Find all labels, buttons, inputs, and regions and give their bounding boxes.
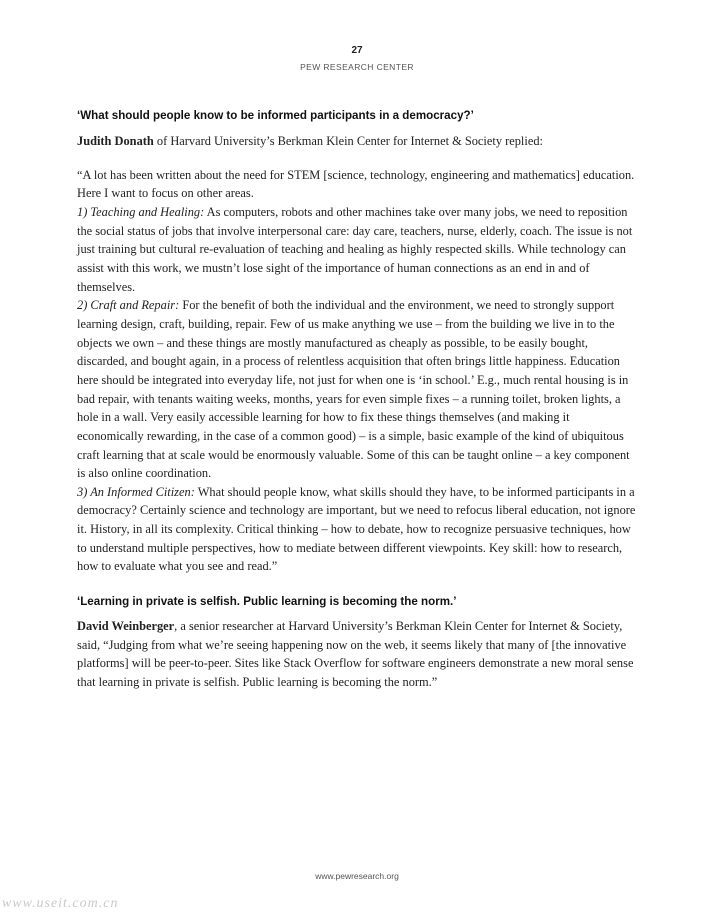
item-label-teaching-healing: 1) Teaching and Healing:	[77, 204, 205, 219]
section-heading-public-learning: ‘Learning in private is selfish. Public learning is becoming the norm.’	[77, 595, 457, 609]
item-text-teaching-healing: As computers, robots and other machines take over many jobs, we need to reposition the social status of jobs that involve interpersonal care: day care, teachers, nurse, elderly, coach. The issue is not just training but cultural re-evaluation of teaching and healing as highly respected skills. While technology can assist with this work, we mustn’t lose sight of the importance of human connections as an end in and of themselves.	[77, 204, 633, 294]
item-label-craft-repair: 2) Craft and Repair:	[77, 298, 180, 313]
page-number: 27	[351, 45, 363, 56]
main-content	[77, 108, 639, 692]
quote-weinberger-text: , a senior researcher at Harvard University’s Berkman Klein Center for Internet & Society, said, “Judging from what we’re seeing happening now on the web, it seems likely that many of [the innovative platforms] will be peer-to-peer. Sites like Stack Overflow for software engineers demonstrate a new moral sense that learning in private is selfish. Public learning is becoming the norm.”	[77, 619, 634, 690]
org-header: PEW RESEARCH CENTER	[300, 62, 414, 72]
section-heading-democracy: ‘What should people know to be informed participants in a democracy?’	[77, 109, 474, 122]
item-label-informed-citizen: 3) An Informed Citizen:	[77, 484, 195, 499]
watermark: www.useit.com.cn	[2, 896, 119, 911]
intro-donath	[77, 132, 639, 151]
quote-item-craft-repair	[77, 296, 639, 483]
footer-url: www.pewresearch.org	[315, 871, 399, 881]
quote-opening: “A lot has been written about the need for STEM [science, technology, engineering and mathematics] education. Here I want to focus on other areas.	[77, 167, 635, 201]
quote-item-informed-citizen	[77, 483, 639, 576]
intro-donath-text: of Harvard University’s Berkman Klein Center for Internet & Society replied:	[153, 134, 543, 148]
quote-weinberger	[77, 617, 639, 692]
quote-donath	[77, 166, 639, 576]
item-text-informed-citizen: What should people know, what skills should they have, to be informed participants in a democracy? Certainly science and technology are important, but we need to refocus liberal education, not ignore it. History, in all its complexity. Critical thinking – how to debate, how to recognize persuasive techniques, how to understand multiple perspectives, how to mediate between different viewpoints. Key skill: how to research, how to evaluate what you see and read.”	[77, 484, 636, 574]
quote-item-teaching-healing	[77, 203, 639, 296]
respondent-name-weinberger: David Weinberger	[77, 619, 175, 634]
item-text-craft-repair: For the benefit of both the individual and the environment, we need to strongly support learning design, craft, building, repair. Few of us make anything we use – from the building we live in to the objects we own – and these things are mostly manufactured as cheaply as possible, to be easily bought, discarded, and bought again, in a process of relentless acquisition that often brings little happiness. Education here should be integrated into everyday life, not just for when one is ‘in school.’ E.g., much rental housing is in bad repair, with tenants waiting weeks, months, years for even simple fixes – a running toilet, broken lights, a hole in a wall. Very easily accessible learning for how to fix these things themselves (and making it economically rewarding, in the case of a common good) – is a simple, basic example of the kind of ubiquitous craft learning that at scale would be enormously valuable. Some of this can be taught online – a key component is also online coordination.	[77, 298, 630, 481]
respondent-name-donath: Judith Donath	[77, 134, 154, 148]
